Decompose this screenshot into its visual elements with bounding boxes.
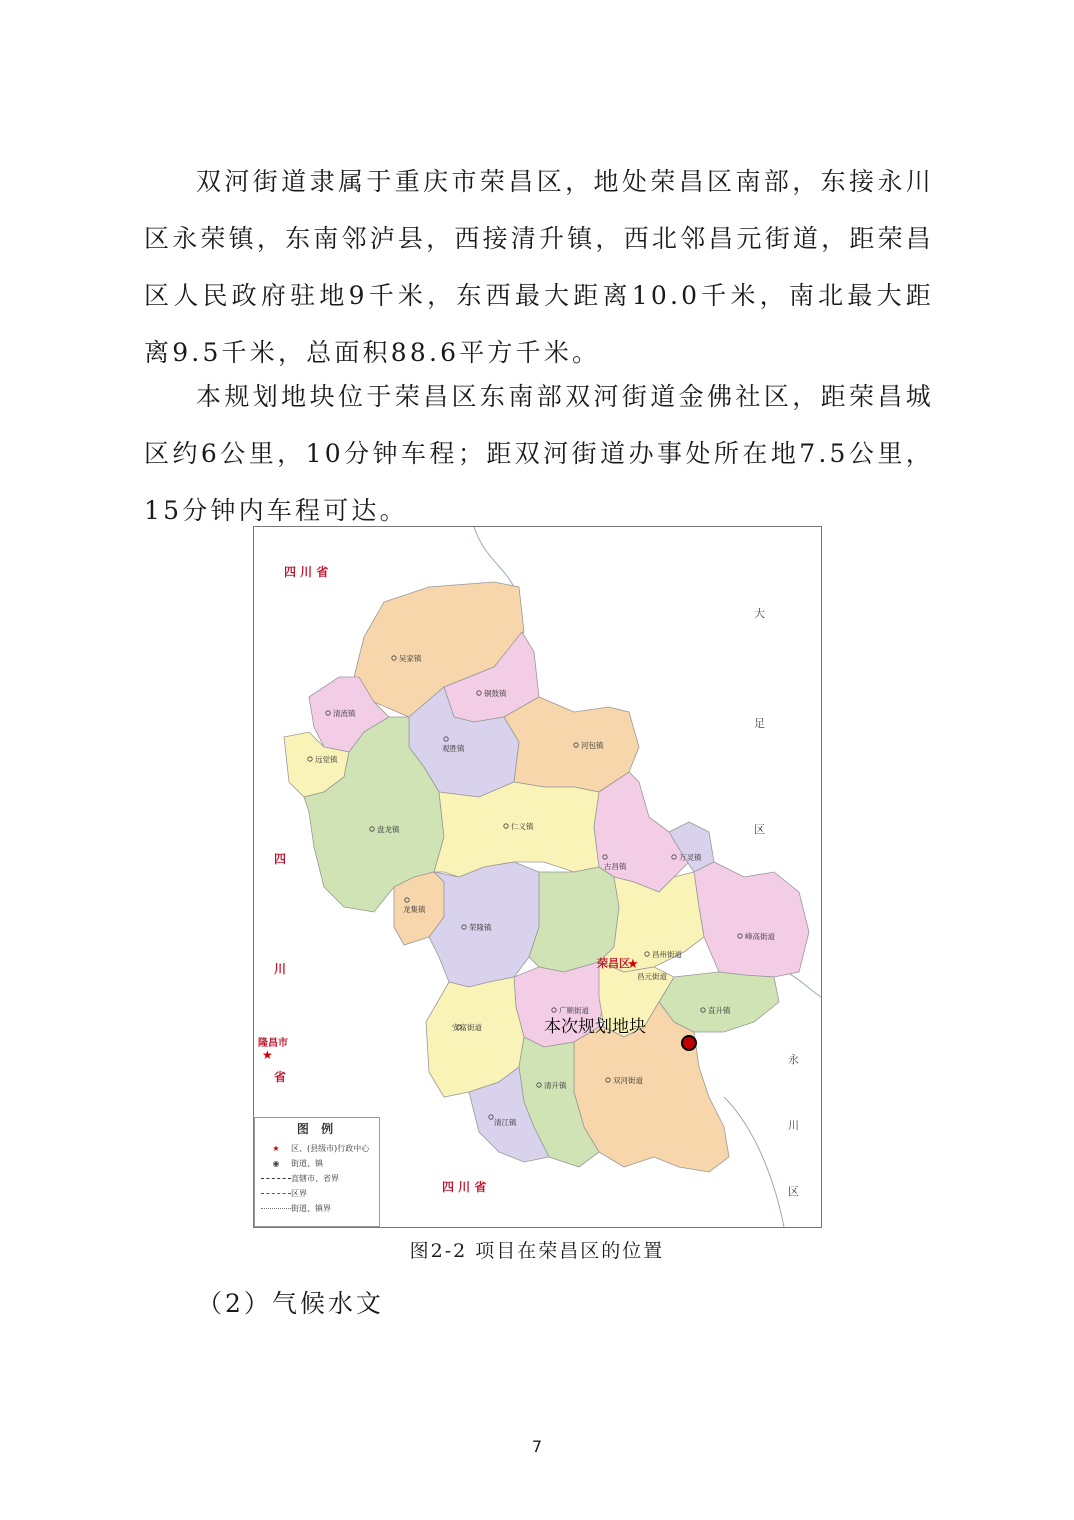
- legend-item-district-border: 区界: [261, 1187, 307, 1201]
- legend-item-town-border: 街道、镇界: [261, 1202, 331, 1216]
- town-label-guansheng: 观胜镇: [442, 744, 465, 753]
- label-yongchuan-3: 区: [788, 1185, 799, 1198]
- town-label-shuanghe: 双河街道: [613, 1076, 643, 1085]
- longchang-star-icon: ★: [262, 1048, 273, 1062]
- town-label-anfu: 安富街道: [452, 1023, 482, 1032]
- region-fenggao: [694, 862, 809, 977]
- label-yongchuan-2: 川: [788, 1119, 799, 1132]
- legend-item-province-border: 直辖市、省界: [261, 1172, 339, 1186]
- town-label-tonggu: 铜鼓镇: [484, 689, 507, 698]
- region-zhisheng: [659, 972, 779, 1032]
- label-sichuan-top: 四 川 省: [284, 565, 329, 579]
- label-sichuan-west-2: 川: [274, 962, 287, 976]
- town-label-qingliu: 清流镇: [333, 709, 356, 718]
- district-star-icon: ★: [627, 957, 639, 972]
- paragraph-project-site: 本规划地块位于荣昌区东南部双河街道金佛社区，距荣昌城区约6公里，10分钟车程；距双河街道办事处所在地7.5公里，15分钟内车程可达。: [144, 382, 934, 525]
- town-label-changyuan: 昌元街道: [637, 972, 667, 981]
- town-label-qingsheng: 清升镇: [544, 1081, 567, 1090]
- label-sichuan-west-3: 省: [274, 1070, 287, 1084]
- town-label-changzhou: 昌州街道: [652, 950, 682, 959]
- project-marker-icon: [682, 1036, 696, 1050]
- label-dazu-3: 区: [754, 823, 765, 836]
- map-legend: [254, 1117, 380, 1227]
- town-label-wanling: 万灵镇: [679, 853, 702, 862]
- label-sichuan-bottom: 四 川 省: [442, 1180, 487, 1194]
- project-label: 本次规划地块: [544, 1017, 646, 1037]
- town-label-qingjiang: 清江镇: [494, 1118, 517, 1127]
- district-label: 荣昌区: [597, 957, 630, 970]
- town-border-line-icon: [261, 1208, 291, 1209]
- town-label-guchang: 古昌镇: [604, 862, 627, 871]
- figure-caption: 图2-2 项目在荣昌区的位置: [409, 1240, 665, 1262]
- district-border-line-icon: [261, 1193, 291, 1194]
- town-label-wujia: 吴家镇: [399, 654, 422, 663]
- town-label-ronglong: 荣隆镇: [469, 923, 492, 932]
- section-heading: （2）气候水文: [197, 1289, 384, 1318]
- town-label-hebao: 河包镇: [581, 741, 604, 750]
- legend-item-town: ◉ 街道、镇: [261, 1157, 323, 1171]
- label-dazu-2: 足: [754, 717, 765, 730]
- label-longchang: 隆昌市: [258, 1038, 288, 1049]
- town-dot-icon: ◉: [272, 1159, 280, 1168]
- region-hebao: [504, 697, 639, 792]
- town-label-panlong: 盘龙镇: [377, 825, 400, 834]
- town-label-longji: 龙集镇: [403, 905, 426, 914]
- town-label-renyi: 仁义镇: [511, 822, 534, 831]
- river-line: [724, 1097, 784, 1227]
- town-label-zhisheng: 直升镇: [708, 1006, 731, 1015]
- town-label-fenggao: 峰高街道: [745, 932, 775, 941]
- legend-title: 图 例: [296, 1122, 338, 1136]
- label-yongchuan-1: 永: [788, 1053, 799, 1066]
- town-label-yuanjue: 远觉镇: [315, 755, 338, 764]
- location-map: [253, 526, 822, 1228]
- label-dazu-1: 大: [754, 607, 765, 620]
- paragraph-location: 双河街道隶属于重庆市荣昌区，地处荣昌区南部，东接永川区永荣镇，东南邻泸县，西接清升镇，西北邻昌元街道，距荣昌区人民政府驻地9千米，东西最大距离10.0千米，南北最大距离9.5千米，总面积88.6平方千米。: [144, 167, 934, 367]
- legend-item-district-center: ★ 区、(县级市)行政中心: [261, 1142, 369, 1156]
- province-border-line-icon: [261, 1178, 291, 1179]
- label-sichuan-west-1: 四: [274, 852, 287, 866]
- river-line: [474, 527, 514, 587]
- town-label-guangshun: 广顺街道: [559, 1006, 589, 1015]
- page-number: 7: [531, 1437, 543, 1456]
- star-icon: ★: [272, 1144, 280, 1153]
